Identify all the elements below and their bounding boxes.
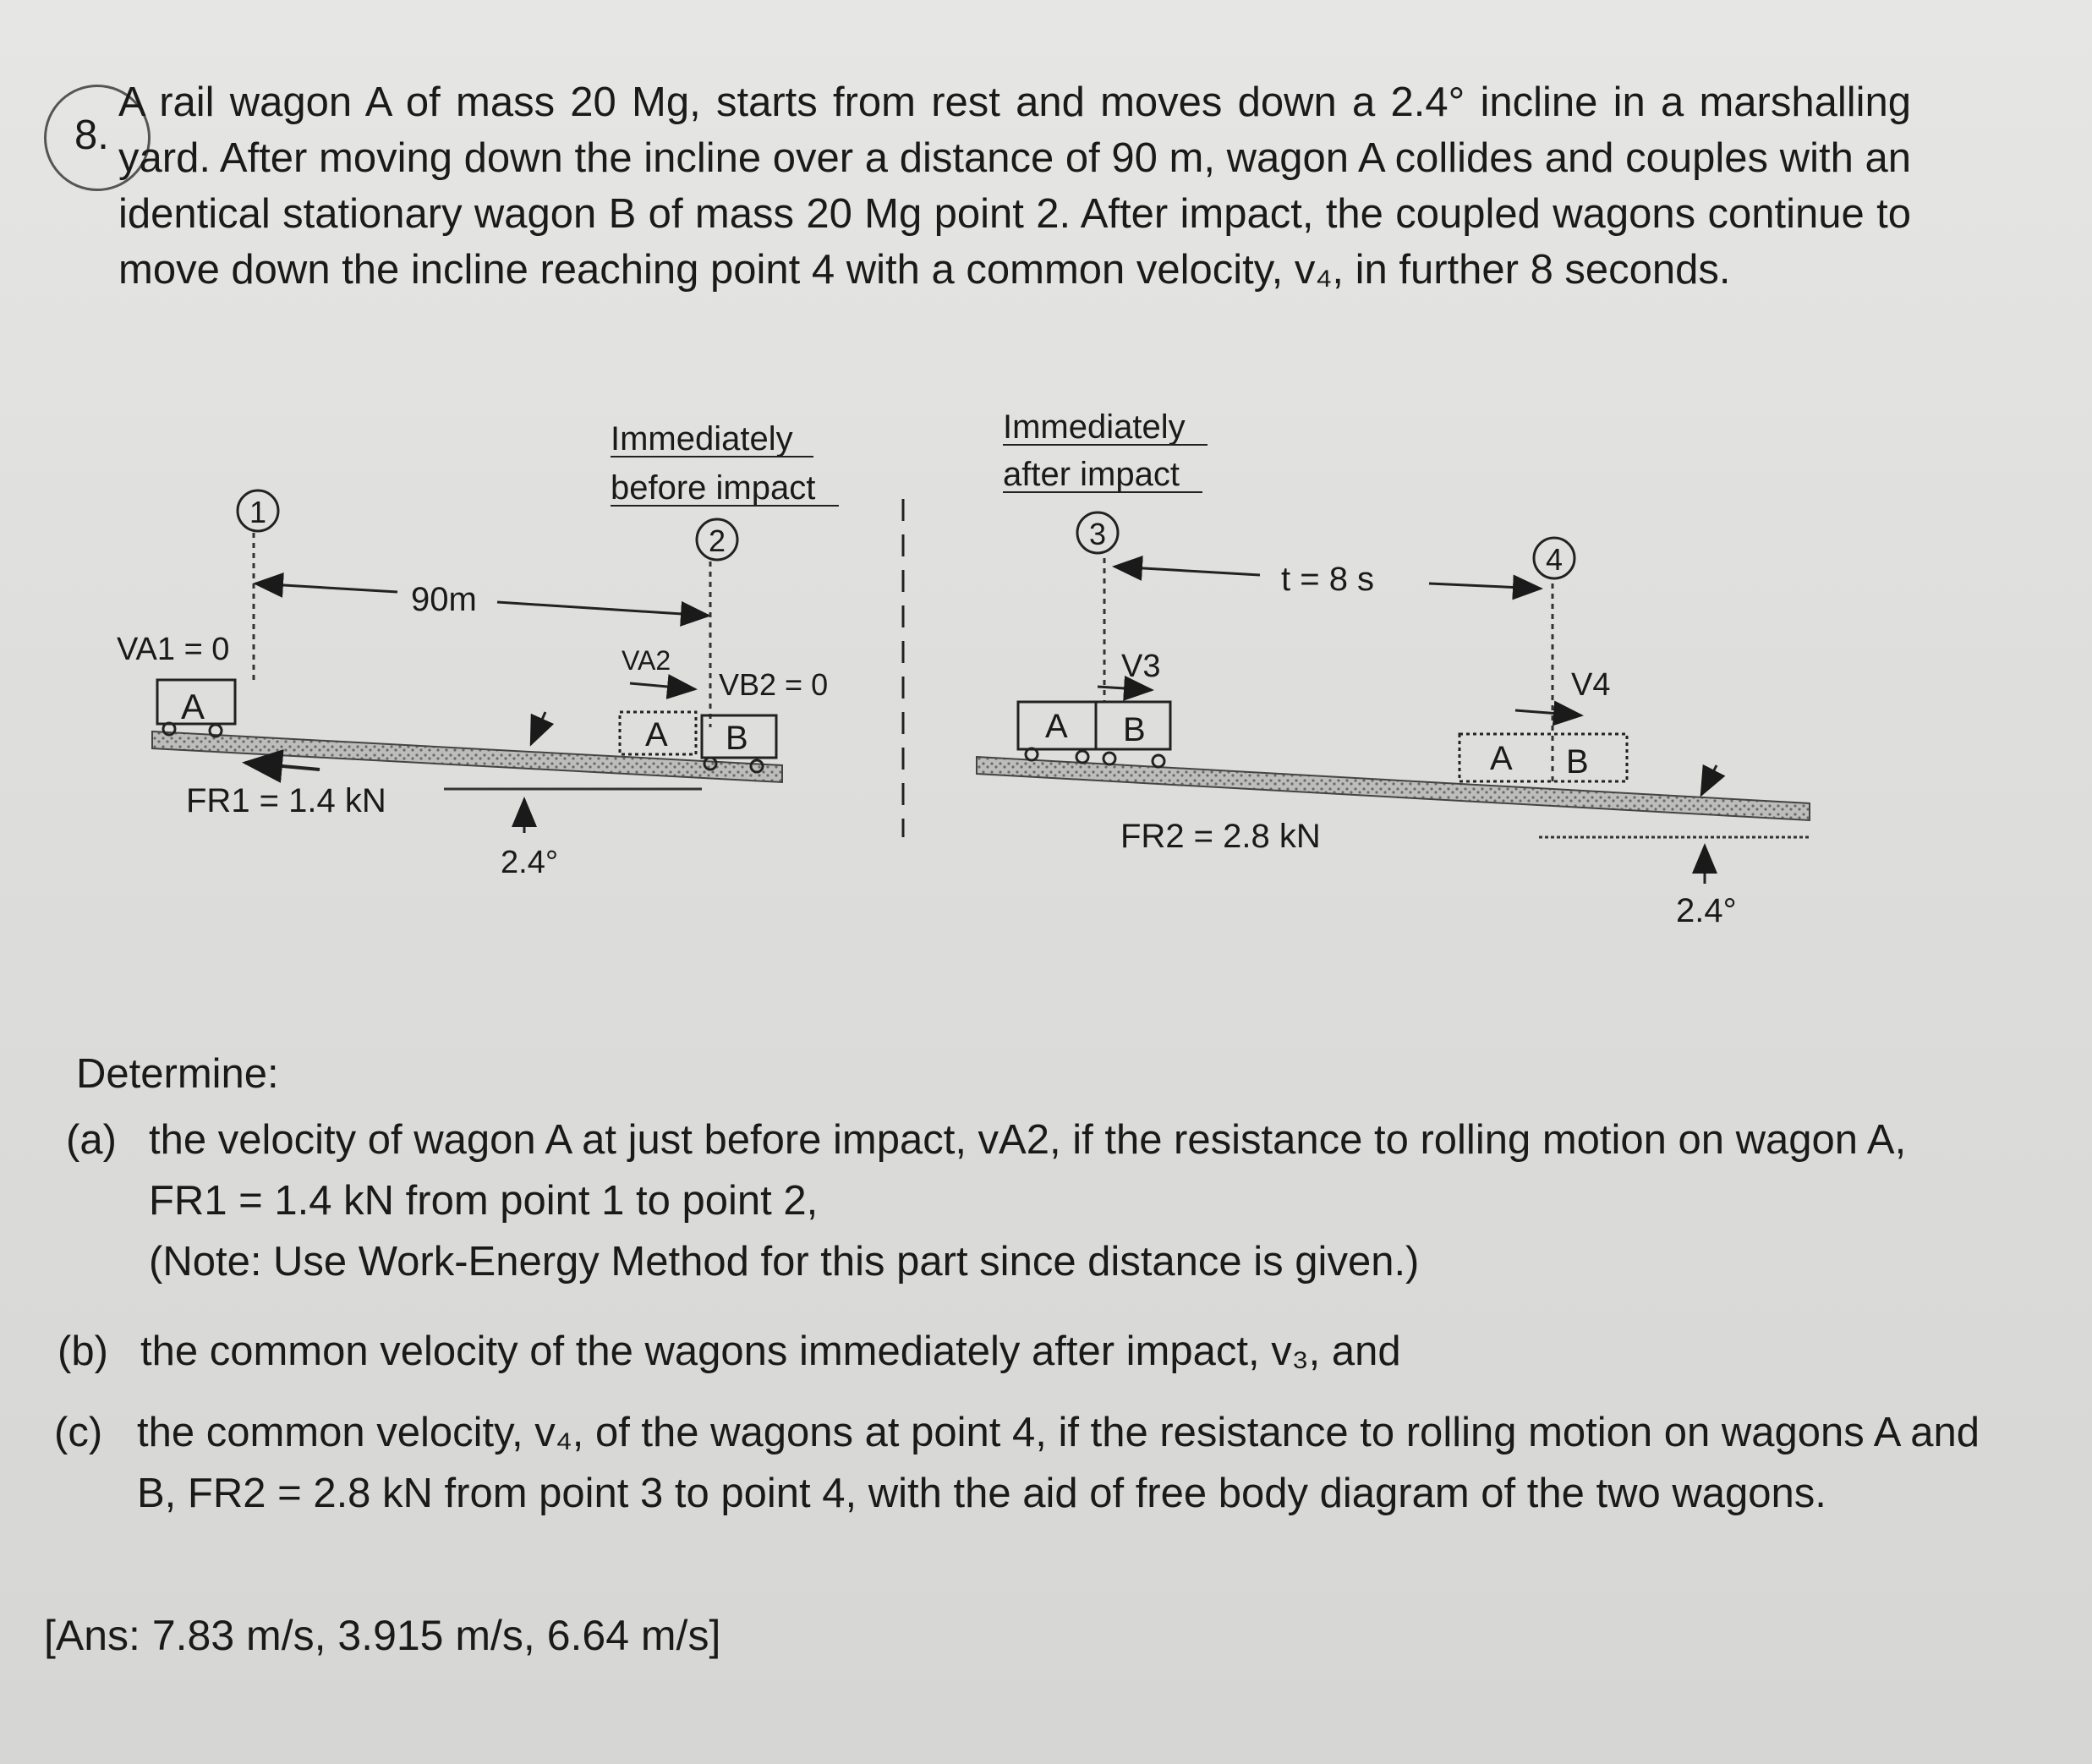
part-b-text: the common velocity of the wagons immediately after impact, v₃, and <box>140 1328 1401 1374</box>
part-a-tag: (a) <box>66 1117 117 1163</box>
part-c-text: the common velocity, v₄, of the wagons at point 4, if the resistance to rolling motion on wagons A and B, FR2 = 2.8 kN from point 3 to point 4, with the aid of free body diagram of the two wagons. <box>137 1410 1980 1516</box>
part-a-text: the velocity of wagon A at just before impact, vA2, if the resistance to rolling motion on wagon A, FR1 = 1.4 kN from point 1 to point 2, <box>149 1117 1907 1224</box>
point-3-label: 3 <box>1089 517 1107 551</box>
heading-before-line-1: Immediately <box>611 420 793 457</box>
va1-label: VA1 = 0 <box>117 632 230 667</box>
incline-ground-left <box>152 731 782 782</box>
distance-90m-arrow-left <box>255 583 397 592</box>
wagons-a-b-after-impact <box>1018 702 1170 767</box>
wagon-b-label-3: B <box>1123 711 1146 748</box>
angle-right-label: 2.4° <box>1676 892 1737 929</box>
time-arrow-right <box>1429 583 1541 589</box>
v3-arrow <box>1098 687 1152 690</box>
fr1-arrow <box>245 763 320 770</box>
wagon-a-point-1 <box>157 680 235 737</box>
heading-before-line-2: before impact <box>611 469 816 507</box>
determine-heading: Determine: <box>76 1051 279 1097</box>
incline-ground-right <box>977 757 1810 820</box>
wagons-a-b-point-4 <box>1459 734 1627 781</box>
point-1-marker <box>238 490 278 682</box>
answer-line: [Ans: 7.83 m/s, 3.915 m/s, 6.64 m/s] <box>44 1612 721 1659</box>
vb2-label: VB2 = 0 <box>719 667 829 702</box>
question-number: 8. <box>74 112 109 158</box>
angle-arrow-down-right <box>1701 765 1717 795</box>
va2-label: VA2 <box>622 645 671 676</box>
point-3-marker <box>1077 512 1118 702</box>
fr2-label: FR2 = 2.8 kN <box>1120 818 1321 855</box>
angle-left-label: 2.4° <box>501 845 559 880</box>
heading-after-line-2: after impact <box>1003 456 1180 493</box>
wagon-a-label-4: A <box>1490 740 1513 777</box>
distance-90m-label: 90m <box>411 581 477 618</box>
wagon-a-label-3: A <box>1045 708 1068 745</box>
point-1-label: 1 <box>249 495 267 529</box>
wagon-a-label-1: A <box>181 687 205 726</box>
part-b-tag: (b) <box>58 1328 108 1374</box>
v3-label: V3 <box>1121 649 1161 684</box>
point-2-label: 2 <box>709 523 726 558</box>
wagon-b-label-4: B <box>1566 743 1589 781</box>
v4-label: V4 <box>1571 667 1611 703</box>
heading-after-line-1: Immediately <box>1003 408 1186 446</box>
wagon-a-label-2: A <box>645 716 668 753</box>
va2-arrow <box>630 683 695 689</box>
problem-statement: A rail wagon A of mass 20 Mg, starts from rest and moves down a 2.4° incline in a marshalling yard. After moving down the incline over a distance of 90 m, wagon A collides and couples with an identical stationary wagon B of mass 20 Mg point 2. After impact, the coupled wagons continue to move down the incline reaching point 4 with a common velocity, v₄, in further 8 seconds. <box>118 79 1911 293</box>
time-label: t = 8 s <box>1281 561 1375 598</box>
distance-90m-arrow-right <box>497 602 709 616</box>
time-arrow-left <box>1114 567 1260 575</box>
point-4-label: 4 <box>1546 542 1564 577</box>
v4-arrow <box>1515 710 1581 715</box>
fr1-label: FR1 = 1.4 kN <box>186 782 386 819</box>
wagon-b-label-2: B <box>726 720 748 757</box>
part-c-tag: (c) <box>54 1410 103 1455</box>
part-a-note: (Note: Use Work-Energy Method for this part since distance is given.) <box>149 1239 1420 1285</box>
angle-arrow-down-left <box>531 712 545 744</box>
